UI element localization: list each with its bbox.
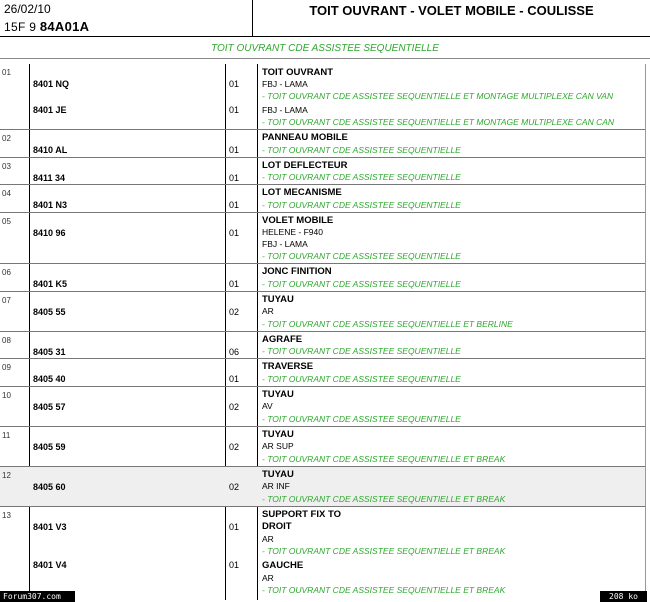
row-number: 02 (2, 134, 11, 143)
part-quantity: 01 (229, 200, 240, 210)
part-application: - TOIT OUVRANT CDE ASSISTEE SEQUENTIELLE (262, 414, 461, 424)
part-name: TUYAU (262, 294, 294, 305)
part-reference: 8401 K5 (33, 279, 68, 289)
row-number: 09 (2, 363, 11, 372)
file-size-badge: 208 ko (600, 591, 647, 602)
part-note: FBJ - LAMA (262, 79, 308, 89)
part-application: - TOIT OUVRANT CDE ASSISTEE SEQUENTIELLE (262, 251, 461, 261)
part-name: TUYAU (262, 469, 294, 480)
table-row (0, 427, 645, 467)
table-row (0, 332, 645, 359)
part-reference: 8401 V3 (33, 522, 67, 532)
part-application: - TOIT OUVRANT CDE ASSISTEE SEQUENTIELLE ET BREAK (262, 494, 506, 504)
part-application: - TOIT OUVRANT CDE ASSISTEE SEQUENTIELLE ET BERLINE (262, 319, 513, 329)
part-name: LOT DEFLECTEUR (262, 160, 348, 171)
part-application: - TOIT OUVRANT CDE ASSISTEE SEQUENTIELLE ET BREAK (262, 454, 506, 464)
header-code-prefix: 15F 9 (4, 20, 37, 34)
part-reference: 8411 34 (33, 173, 66, 183)
table-row (0, 507, 645, 600)
part-name: SUPPORT FIX TO (262, 509, 342, 520)
header-code-main: 84A01A (39, 19, 90, 34)
subtitle-divider (0, 58, 650, 59)
part-application: - TOIT OUVRANT CDE ASSISTEE SEQUENTIELLE (262, 172, 461, 182)
part-note: HELENE - F940 (262, 227, 323, 237)
row-number: 11 (2, 431, 11, 440)
part-quantity: 01 (229, 173, 240, 183)
part-quantity: 01 (229, 279, 240, 289)
part-application: - TOIT OUVRANT CDE ASSISTEE SEQUENTIELLE ET BREAK (262, 585, 506, 595)
part-quantity: 01 (229, 79, 240, 89)
row-number: 04 (2, 189, 11, 198)
part-quantity: 01 (229, 145, 240, 155)
table-row (0, 264, 645, 292)
part-quantity: 01 (229, 560, 240, 570)
part-name: JONC FINITION (262, 266, 332, 277)
part-quantity: 01 (229, 374, 240, 384)
part-name: TUYAU (262, 389, 294, 400)
part-application: - TOIT OUVRANT CDE ASSISTEE SEQUENTIELLE (262, 374, 461, 384)
part-quantity: 06 (229, 347, 240, 357)
row-number: 13 (2, 511, 11, 520)
part-application: - TOIT OUVRANT CDE ASSISTEE SEQUENTIELLE ET BREAK (262, 546, 506, 556)
part-application: - TOIT OUVRANT CDE ASSISTEE SEQUENTIELLE (262, 279, 461, 289)
part-reference: 8410 96 (33, 228, 66, 238)
part-note: AR SUP (262, 441, 294, 451)
part-note: AV (262, 401, 273, 411)
part-reference: 8401 N3 (33, 200, 68, 210)
part-quantity: 02 (229, 482, 240, 492)
part-note-secondary: FBJ - LAMA (262, 239, 308, 249)
part-name: VOLET MOBILE (262, 215, 334, 226)
row-number: 01 (2, 68, 11, 77)
table-row (0, 185, 645, 213)
row-number: 06 (2, 268, 11, 277)
part-name: AGRAFE (262, 334, 303, 345)
part-application: - TOIT OUVRANT CDE ASSISTEE SEQUENTIELLE ET MONTAGE MULTIPLEXE CAN CAN (262, 117, 615, 127)
part-note: AR (262, 306, 274, 316)
part-name: LOT MECANISME (262, 187, 342, 198)
row-number: 10 (2, 391, 11, 400)
table-row (0, 213, 645, 264)
part-quantity: 02 (229, 442, 240, 452)
part-reference: 8405 40 (33, 374, 66, 384)
part-reference: 8405 55 (33, 307, 66, 317)
part-note: AR (262, 534, 274, 544)
section-subtitle: TOIT OUVRANT CDE ASSISTEE SEQUENTIELLE (211, 43, 439, 54)
header-divider (0, 36, 650, 37)
part-quantity: 01 (229, 228, 240, 238)
part-reference: 8410 AL (33, 145, 68, 155)
table-row (0, 130, 645, 158)
part-name: TUYAU (262, 429, 294, 440)
table-row (0, 64, 645, 130)
part-quantity: 02 (229, 307, 240, 317)
part-quantity: 02 (229, 402, 240, 412)
part-reference: 8405 57 (33, 402, 66, 412)
part-note: AR (262, 573, 274, 583)
part-name: TOIT OUVRANT (262, 67, 334, 78)
part-application: - TOIT OUVRANT CDE ASSISTEE SEQUENTIELLE (262, 346, 461, 356)
table-row (0, 387, 645, 427)
part-quantity: 01 (229, 105, 240, 115)
part-reference: 8401 NQ (33, 79, 70, 89)
header-date: 26/02/10 (4, 2, 51, 16)
part-variant: DROIT (262, 521, 292, 532)
page-title: TOIT OUVRANT - VOLET MOBILE - COULISSE (309, 3, 594, 18)
table-row (0, 467, 645, 507)
table-row (0, 158, 645, 185)
part-application: - TOIT OUVRANT CDE ASSISTEE SEQUENTIELLE (262, 145, 461, 155)
table-row (0, 292, 645, 332)
part-application: - TOIT OUVRANT CDE ASSISTEE SEQUENTIELLE ET MONTAGE MULTIPLEXE CAN VAN (262, 91, 614, 101)
part-variant: GAUCHE (262, 560, 304, 571)
header-code (4, 19, 89, 34)
part-reference: 8405 31 (33, 347, 66, 357)
row-number: 03 (2, 162, 11, 171)
part-note: FBJ - LAMA (262, 105, 308, 115)
row-number: 08 (2, 336, 11, 345)
part-name: TRAVERSE (262, 361, 314, 372)
part-application: - TOIT OUVRANT CDE ASSISTEE SEQUENTIELLE (262, 200, 461, 210)
row-number: 12 (2, 471, 11, 480)
part-quantity: 01 (229, 522, 240, 532)
part-reference: 8401 V4 (33, 560, 67, 570)
part-reference: 8405 59 (33, 442, 66, 452)
row-number: 05 (2, 217, 11, 226)
part-reference: 8405 60 (33, 482, 66, 492)
part-note: AR INF (262, 481, 290, 491)
part-name: PANNEAU MOBILE (262, 132, 348, 143)
part-reference: 8401 JE (33, 105, 67, 115)
row-number: 07 (2, 296, 11, 305)
table-row (0, 359, 645, 387)
forum-watermark: Forum307.com (0, 591, 75, 602)
